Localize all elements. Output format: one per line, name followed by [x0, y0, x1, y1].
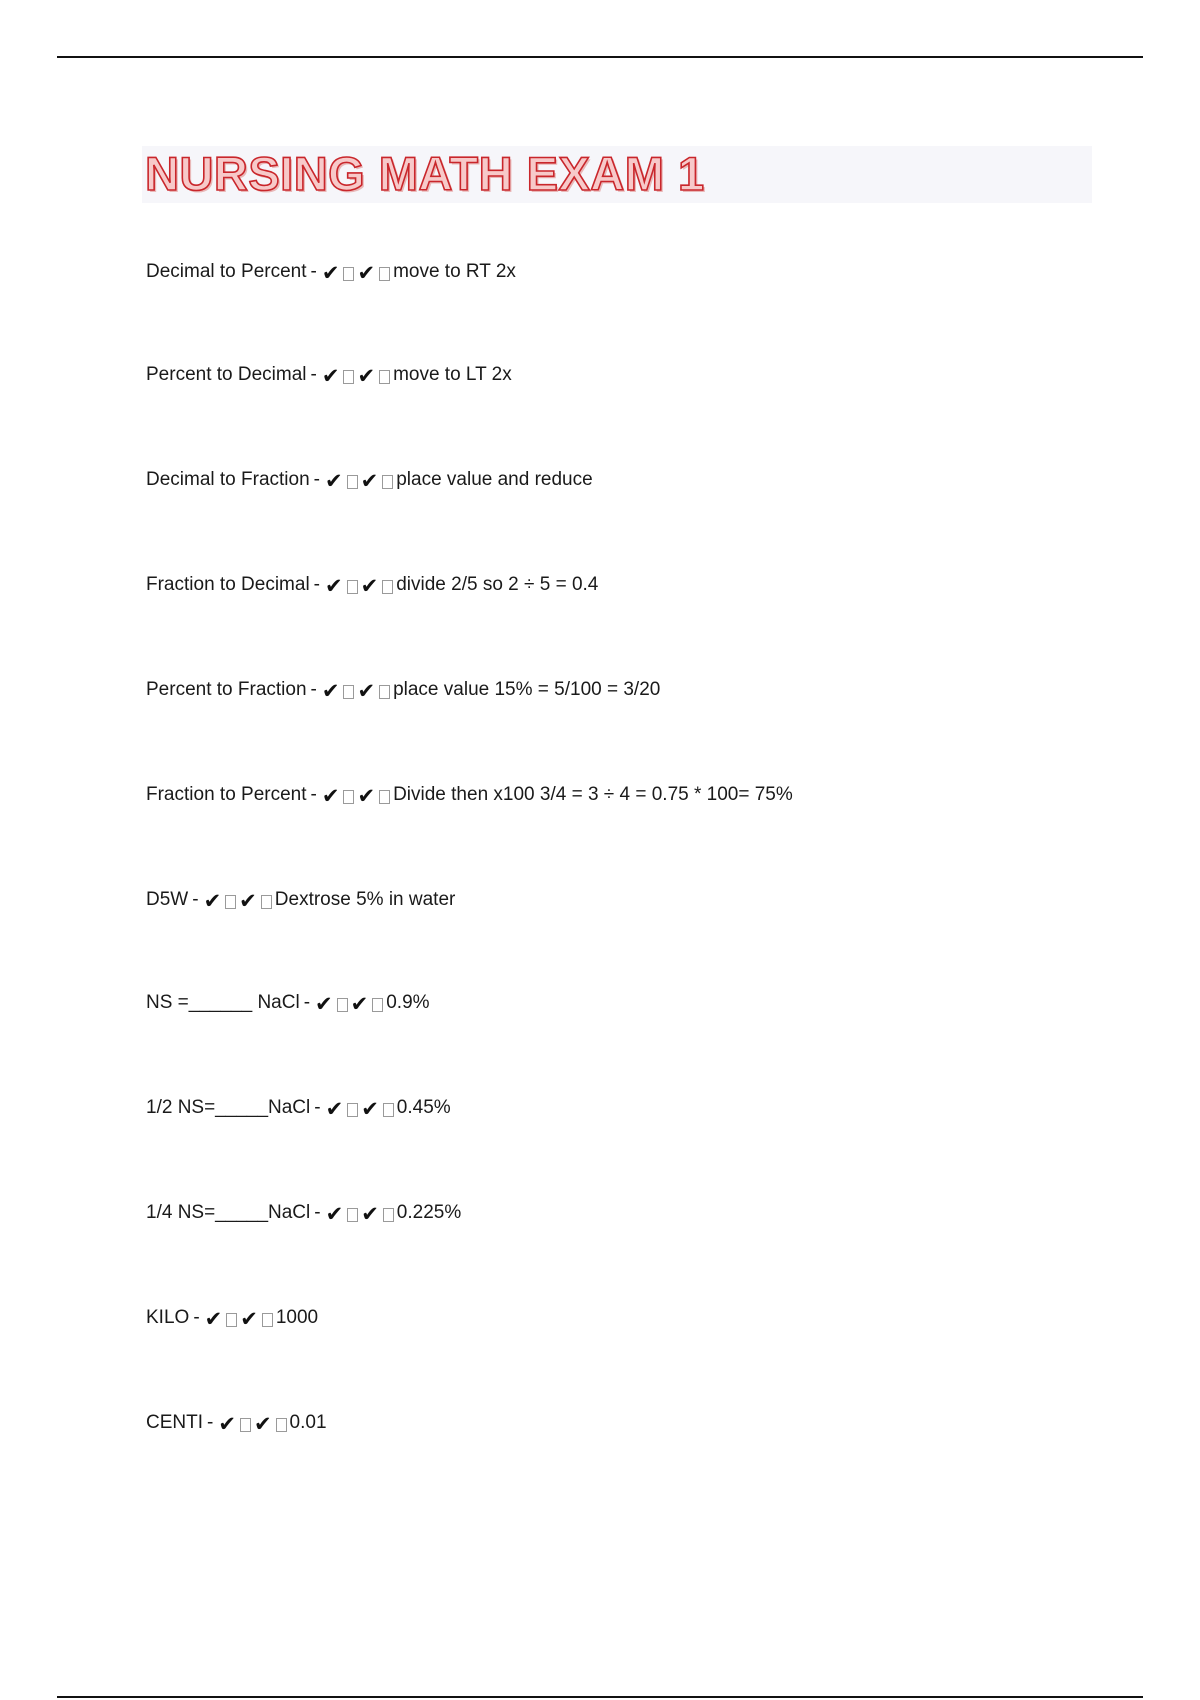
box-icon	[262, 1313, 273, 1327]
checkmark-icon: ✔	[361, 1202, 379, 1226]
box-icon	[261, 895, 272, 909]
separator: -	[193, 1307, 200, 1328]
checkmark-icon: ✔	[325, 574, 343, 598]
box-icon	[372, 998, 383, 1012]
box-icon	[379, 790, 390, 804]
checkmark-icon: ✔	[321, 784, 340, 808]
list-item	[146, 783, 793, 807]
term-text: 1/4 NS=_____NaCl	[146, 1202, 311, 1223]
checkmark-icon: ✔	[325, 469, 343, 493]
answer-text: Dextrose 5% in water	[274, 889, 456, 910]
separator: -	[192, 889, 199, 910]
checkmark-icon: ✔	[357, 784, 376, 808]
checkmark-icon: ✔	[315, 992, 333, 1016]
separator: -	[314, 1097, 321, 1118]
list-item	[146, 678, 660, 702]
list-item	[146, 991, 430, 1015]
list-item	[146, 888, 455, 912]
document-title: NURSING MATH EXAM 1	[145, 147, 705, 200]
separator: -	[310, 679, 317, 700]
box-icon	[379, 685, 390, 699]
checkmark-icon: ✔	[240, 1307, 258, 1331]
separator: -	[313, 469, 320, 490]
list-item	[146, 1411, 327, 1435]
checkmark-icon: ✔	[350, 992, 369, 1016]
box-icon	[240, 1418, 251, 1432]
checkmark-icon: ✔	[253, 1412, 272, 1436]
separator: -	[310, 784, 317, 805]
term-text: 1/2 NS=_____NaCl	[146, 1097, 311, 1118]
answer-text: 1000	[275, 1307, 319, 1328]
term-text: Fraction to Percent	[146, 784, 307, 805]
term-text: Fraction to Decimal	[146, 574, 310, 595]
term-text: Decimal to Percent	[146, 261, 307, 282]
list-item	[146, 1096, 451, 1120]
box-icon	[379, 267, 390, 281]
term-text: Decimal to Fraction	[146, 469, 310, 490]
list-item	[146, 1306, 318, 1330]
checkmark-icon: ✔	[357, 679, 376, 703]
checkmark-icon: ✔	[360, 574, 379, 598]
answer-text: 0.01	[289, 1412, 327, 1433]
box-icon	[383, 1208, 394, 1222]
checkmark-icon: ✔	[325, 1202, 344, 1226]
header-rule	[57, 56, 1143, 58]
list-item	[146, 260, 516, 284]
checkmark-icon: ✔	[204, 1307, 223, 1331]
separator: -	[313, 574, 320, 595]
box-icon	[379, 370, 390, 384]
list-item	[146, 363, 512, 387]
list-item	[146, 468, 593, 492]
checkmark-icon: ✔	[218, 1412, 236, 1436]
answer-text: Divide then x100 3/4 = 3 ÷ 4 = 0.75 * 100= 75%	[393, 784, 793, 805]
term-text: CENTI	[146, 1412, 203, 1433]
answer-text: place value 15% = 5/100 = 3/20	[393, 679, 661, 700]
checkmark-icon: ✔	[321, 679, 340, 703]
box-icon	[226, 1313, 237, 1327]
list-item	[146, 1201, 461, 1225]
box-icon	[343, 685, 354, 699]
box-icon	[276, 1418, 287, 1432]
title-band	[142, 146, 1092, 203]
checkmark-icon: ✔	[203, 889, 222, 913]
separator: -	[303, 992, 311, 1013]
separator: -	[207, 1412, 214, 1433]
box-icon	[382, 580, 393, 594]
answer-text: 0.9%	[386, 992, 430, 1013]
answer-text: place value and reduce	[396, 469, 593, 490]
box-icon	[383, 1103, 394, 1117]
checkmark-icon: ✔	[321, 364, 340, 388]
term-text: Percent to Fraction	[146, 679, 307, 700]
term-text: KILO	[146, 1307, 190, 1328]
box-icon	[347, 1103, 358, 1117]
separator: -	[310, 364, 317, 385]
footer-rule	[57, 1696, 1143, 1698]
separator: -	[314, 1202, 321, 1223]
checkmark-icon: ✔	[321, 261, 340, 285]
answer-text: move to LT 2x	[393, 364, 512, 385]
separator: -	[310, 261, 317, 282]
box-icon	[382, 475, 393, 489]
box-icon	[343, 370, 354, 384]
box-icon	[347, 475, 358, 489]
list-item	[146, 573, 598, 597]
checkmark-icon: ✔	[357, 364, 376, 388]
checkmark-icon: ✔	[361, 1097, 379, 1121]
term-text: D5W	[146, 889, 189, 910]
checkmark-icon: ✔	[357, 261, 376, 285]
term-text: NS =______ NaCl	[146, 992, 300, 1013]
box-icon	[343, 267, 354, 281]
checkmark-icon: ✔	[325, 1097, 344, 1121]
answer-text: divide 2/5 so 2 ÷ 5 = 0.4	[396, 574, 599, 595]
checkmark-icon: ✔	[360, 469, 379, 493]
box-icon	[337, 998, 348, 1012]
term-text: Percent to Decimal	[146, 364, 307, 385]
answer-text: move to RT 2x	[393, 261, 516, 282]
answer-text: 0.225%	[396, 1202, 462, 1223]
answer-text: 0.45%	[396, 1097, 451, 1118]
box-icon	[347, 1208, 358, 1222]
box-icon	[225, 895, 236, 909]
box-icon	[347, 580, 358, 594]
checkmark-icon: ✔	[239, 889, 257, 913]
box-icon	[343, 790, 354, 804]
